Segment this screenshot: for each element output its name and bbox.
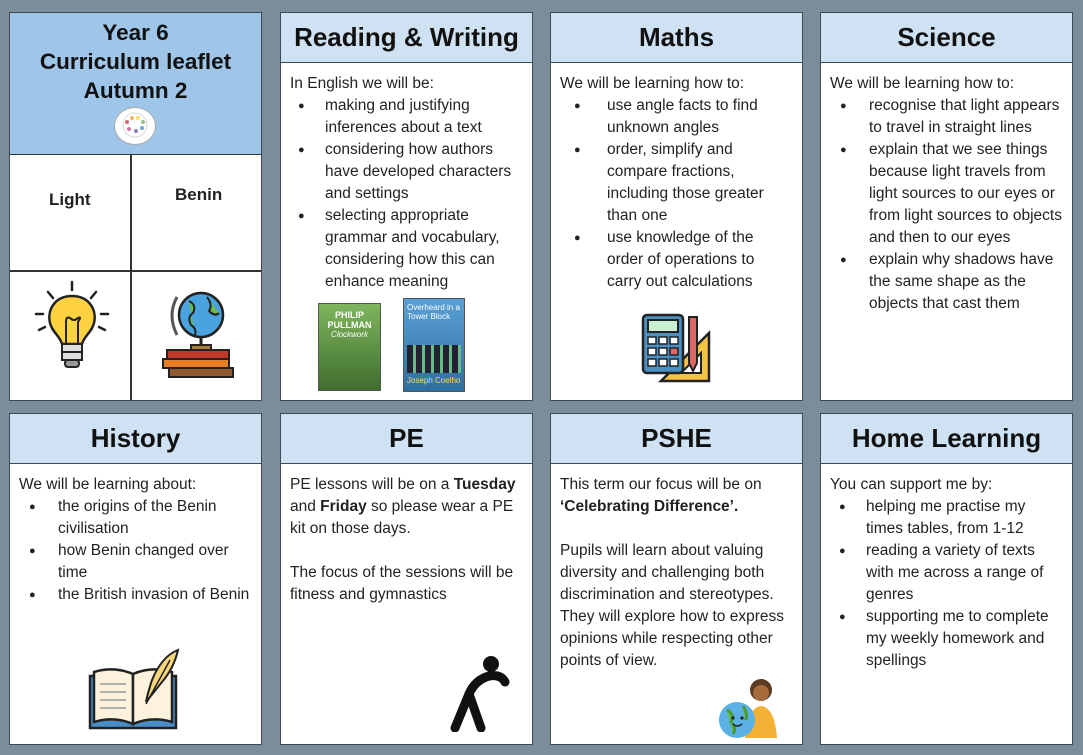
maths-intro: We will be learning how to: bbox=[560, 75, 745, 92]
list-item: ● the origins of the Benin civilisation bbox=[19, 496, 252, 540]
stretching-person-icon bbox=[445, 650, 511, 732]
home-learning-list bbox=[830, 496, 1063, 672]
list-item: ● supporting me to complete my weekly homework and spellings bbox=[830, 606, 1063, 672]
list-item: ● reading a variety of texts with me across a range of genres bbox=[830, 540, 1063, 606]
book2-author: Joseph Coelho bbox=[407, 376, 461, 385]
book1-title: Clockwork bbox=[331, 330, 368, 339]
list-item: ● considering how authors have developed characters and settings bbox=[290, 139, 523, 205]
pshe-card bbox=[550, 413, 803, 745]
maths-list bbox=[560, 95, 793, 293]
title-line-1: Year 6 bbox=[102, 20, 169, 45]
pshe-paragraph-1: This term our focus will be on ‘Celebrating Difference’. bbox=[560, 476, 762, 515]
history-card bbox=[9, 413, 262, 745]
science-title: Science bbox=[821, 13, 1072, 63]
book-cover-clockwork bbox=[318, 303, 381, 391]
list-item: ● explain that we see things because light travels from light sources to our eyes or from light sources to objects and then to our eyes bbox=[830, 139, 1063, 249]
book2-title: Overheard in a Tower Block bbox=[407, 303, 460, 321]
maths-title: Maths bbox=[551, 13, 802, 63]
science-intro: We will be learning how to: bbox=[830, 75, 1015, 92]
pe-paragraph-2: The focus of the sessions will be fitness and gymnastics bbox=[290, 564, 514, 603]
history-title: History bbox=[10, 414, 261, 464]
list-item: ● use knowledge of the order of operations to carry out calculations bbox=[560, 227, 793, 293]
title-line-3: Autumn 2 bbox=[83, 78, 188, 103]
lightbulb-icon bbox=[30, 278, 114, 378]
open-book-quill-icon bbox=[86, 646, 186, 736]
pe-day-friday: Friday bbox=[320, 498, 367, 515]
divider-h1 bbox=[10, 154, 262, 155]
list-item: ● making and justifying inferences about a text bbox=[290, 95, 523, 139]
maths-tools-icon bbox=[639, 311, 715, 383]
list-item: ● use angle facts to find unknown angles bbox=[560, 95, 793, 139]
list-item: ● selecting appropriate grammar and vocabulary, considering how this can enhance meaning bbox=[290, 205, 523, 293]
list-item: ● helping me practise my times tables, from 1-12 bbox=[830, 496, 1063, 540]
topic-benin: Benin bbox=[175, 185, 223, 204]
globe-books-icon bbox=[157, 283, 241, 379]
pshe-focus: ‘Celebrating Difference’. bbox=[560, 498, 739, 515]
science-card bbox=[820, 12, 1073, 401]
child-globe-icon bbox=[711, 676, 783, 742]
reading-writing-title: Reading & Writing bbox=[281, 13, 532, 63]
history-intro: We will be learning about: bbox=[19, 476, 197, 493]
maths-card bbox=[550, 12, 803, 401]
list-item: ● order, simplify and compare fractions, including those greater than one bbox=[560, 139, 793, 227]
science-list bbox=[830, 95, 1063, 315]
school-logo bbox=[114, 107, 156, 145]
home-learning-card bbox=[820, 413, 1073, 745]
divider-h2 bbox=[10, 270, 262, 272]
pshe-paragraph-2: Pupils will learn about valuing diversity and challenging both discrimination and stereotypes. They will explore how to express opinions while respecting other points of view. bbox=[560, 542, 784, 669]
reading-writing-intro: In English we will be: bbox=[290, 75, 434, 92]
home-learning-title: Home Learning bbox=[821, 414, 1072, 464]
pe-title: PE bbox=[281, 414, 532, 464]
divider-v bbox=[130, 154, 132, 401]
title-card bbox=[9, 12, 262, 401]
history-list bbox=[19, 496, 252, 606]
reading-writing-card bbox=[280, 12, 533, 401]
pe-day-tuesday: Tuesday bbox=[453, 476, 516, 493]
list-item: ● how Benin changed over time bbox=[19, 540, 252, 584]
book-cover-overheard bbox=[403, 298, 465, 392]
pshe-title: PSHE bbox=[551, 414, 802, 464]
reading-writing-list bbox=[290, 95, 523, 293]
topic-light: Light bbox=[49, 190, 91, 209]
home-learning-intro: You can support me by: bbox=[830, 476, 993, 493]
list-item: ● explain why shadows have the same shape as the objects that cast them bbox=[830, 249, 1063, 315]
pe-card bbox=[280, 413, 533, 745]
book1-author: PHILIP PULLMAN bbox=[327, 310, 372, 330]
list-item: ● the British invasion of Benin bbox=[19, 584, 252, 606]
pe-paragraph-1: PE lessons will be on a Tuesday and Friday so please wear a PE kit on those days. bbox=[290, 476, 516, 537]
list-item: ● recognise that light appears to travel in straight lines bbox=[830, 95, 1063, 139]
title-line-2: Curriculum leaflet bbox=[39, 49, 232, 74]
